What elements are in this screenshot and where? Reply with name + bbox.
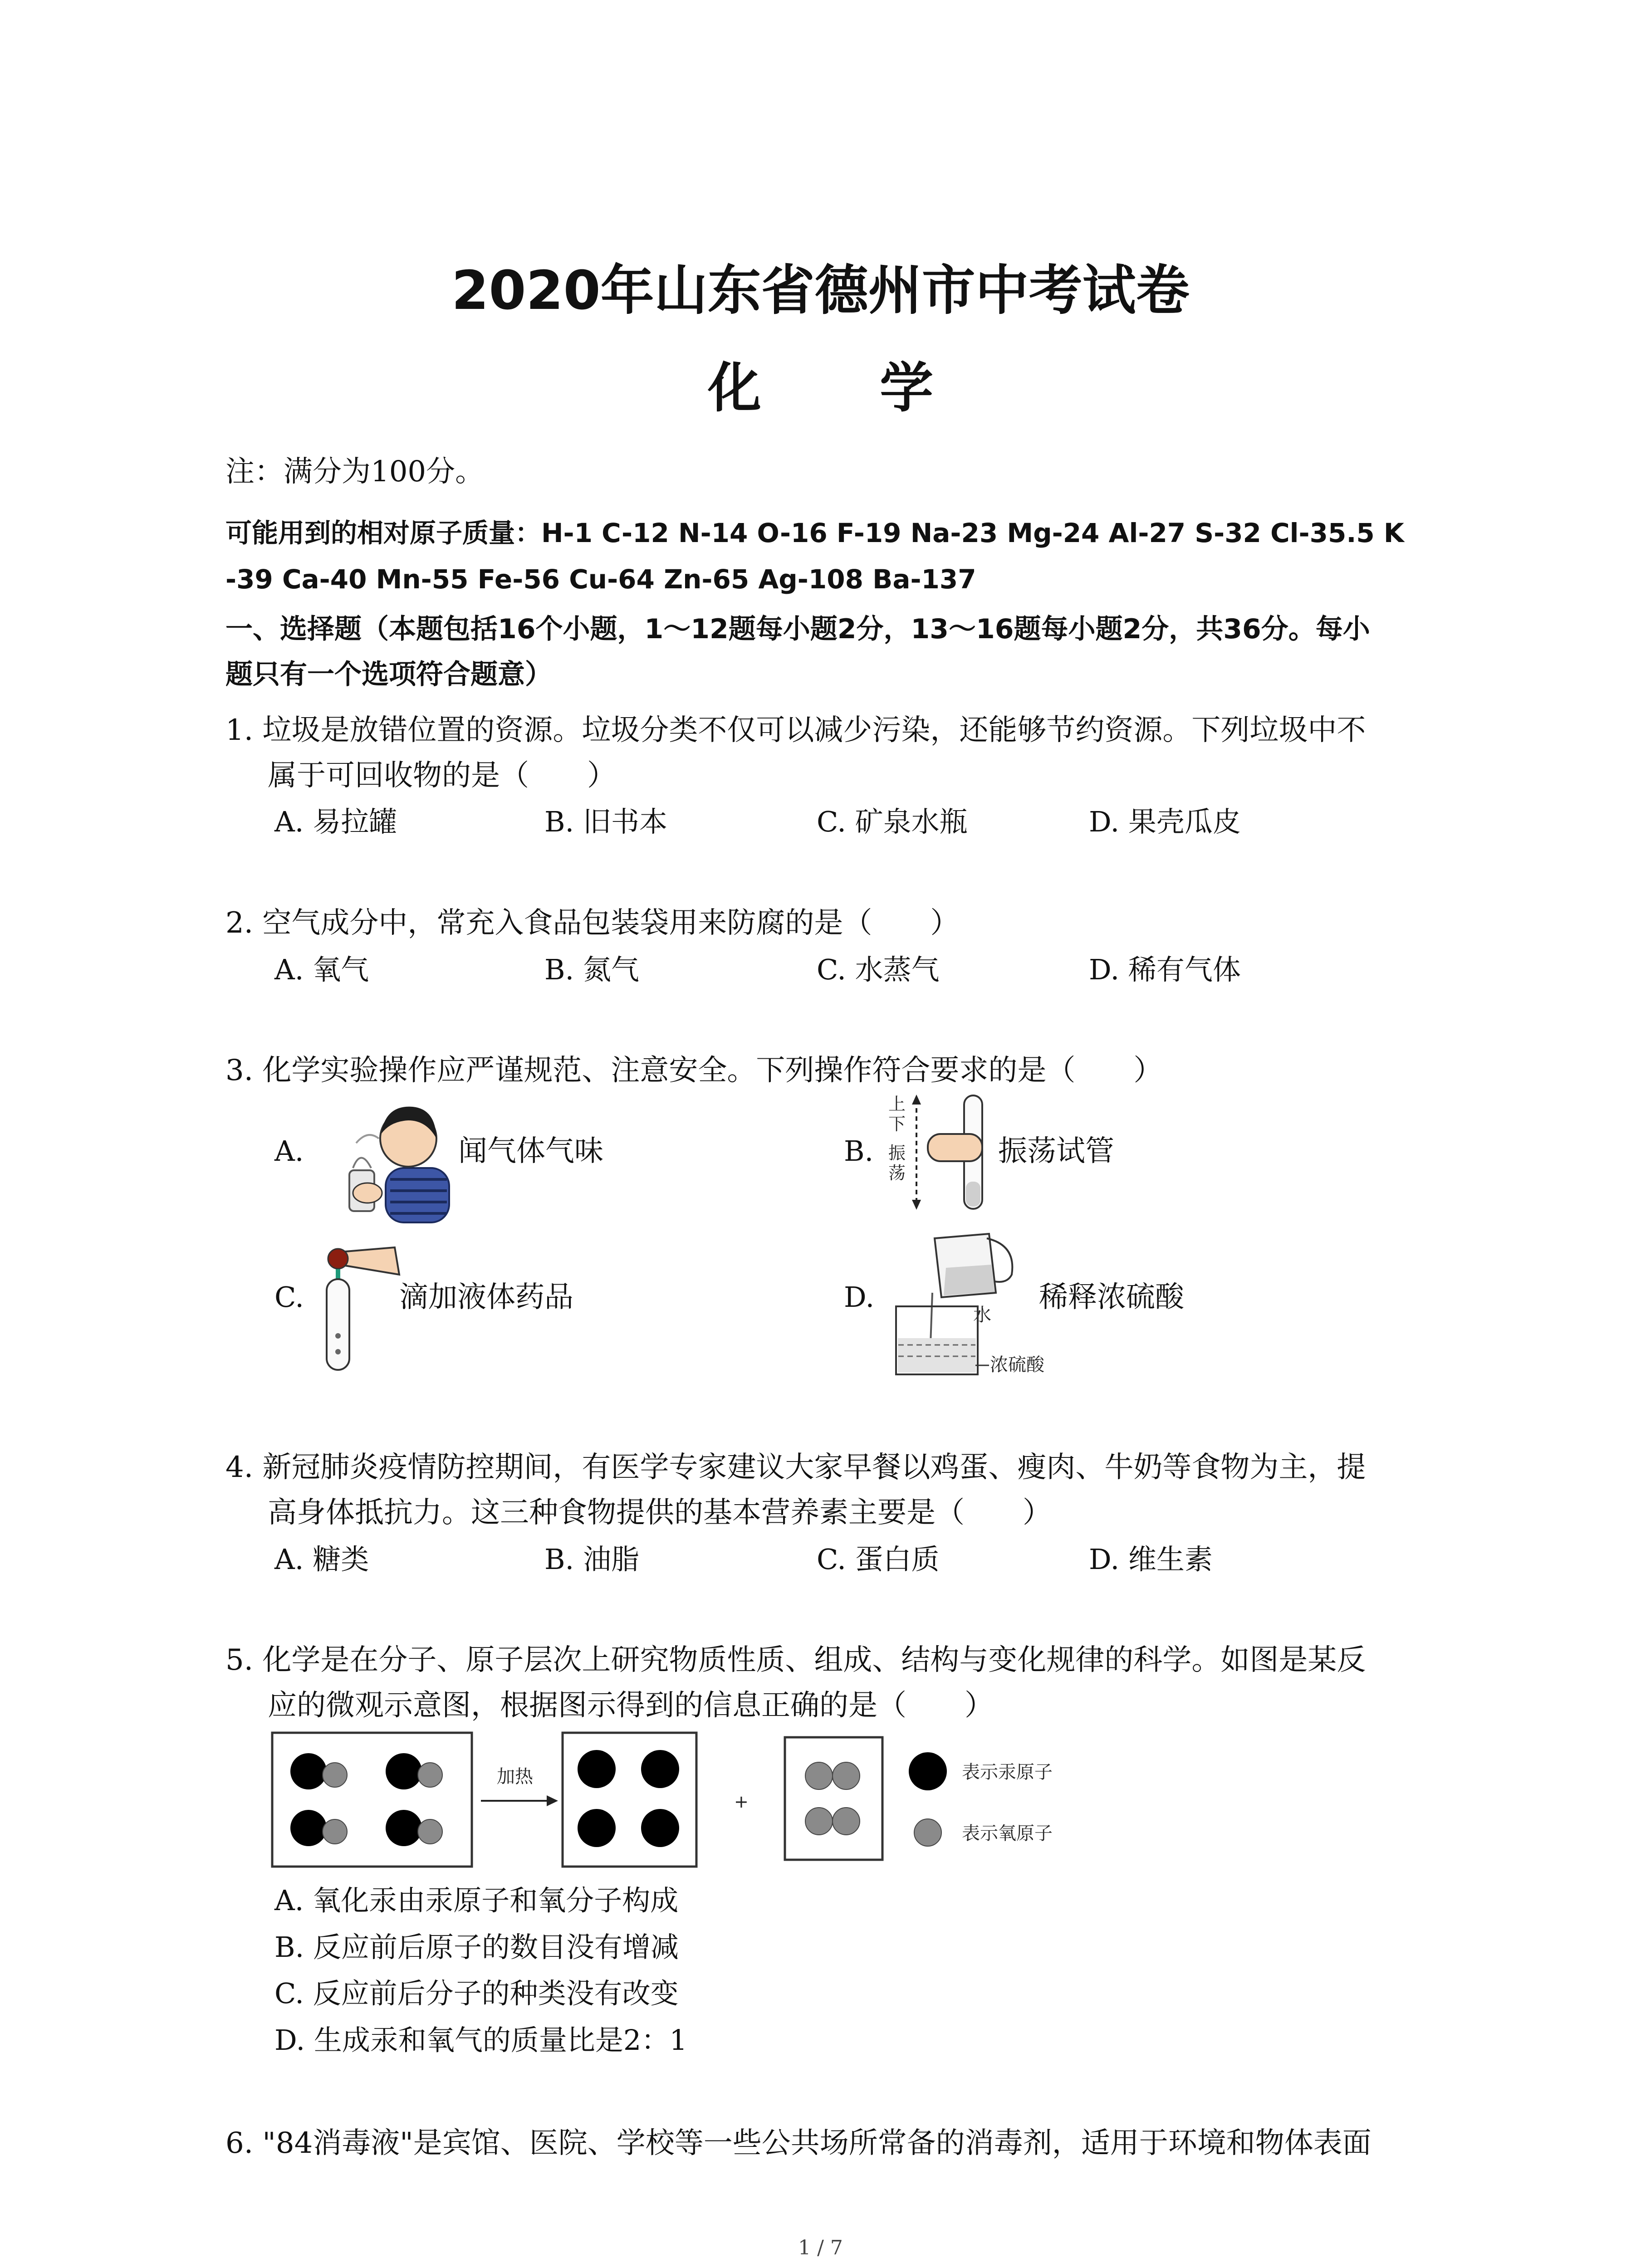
q5-stem-line-1: 5. 化学是在分子、原子层次上研究物质性质、组成、结构与变化规律的科学。如图是某反	[225, 1643, 1366, 1677]
q1-option-d: D. 果壳瓜皮	[1089, 805, 1241, 838]
exam-title: 2020年山东省德州市中考试卷	[451, 259, 1190, 322]
q3-caption-a: 闻气体气味	[458, 1134, 603, 1168]
mercury-atom	[641, 1809, 679, 1847]
q2-option-c: C. 水蒸气	[817, 953, 940, 986]
score-note: 注：满分为100分。	[225, 455, 485, 489]
q3-letter-c: C.	[274, 1281, 304, 1314]
fig-b-label-3: 振	[888, 1143, 906, 1163]
q3-caption-d: 稀释浓硫酸	[1039, 1281, 1184, 1314]
subject-title: 化 学	[707, 357, 984, 419]
q4-stem-line-2: 高身体抵抗力。这三种食物提供的基本营养素主要是（ ）	[268, 1496, 1052, 1530]
page-number: 1 / 7	[798, 2236, 843, 2259]
q4-stem-line-1: 4. 新冠肺炎疫情防控期间，有医学专家建议大家早餐以鸡蛋、瘦肉、牛奶等食物为主，提	[225, 1451, 1366, 1484]
product-box-mercury	[563, 1733, 696, 1867]
q5-option-a: A. 氧化汞由汞原子和氧分子构成	[274, 1884, 679, 1917]
mercury-atom	[641, 1750, 679, 1788]
q1-option-a: A. 易拉罐	[274, 805, 397, 838]
atomic-mass-line-2: -39 Ca-40 Mn-55 Fe-56 Cu-64 Zn-65 Ag-108 Ba-137	[225, 564, 976, 595]
mercury-atom	[386, 1810, 422, 1846]
fig-d-water-label: 水	[973, 1305, 991, 1325]
plus-sign: +	[734, 1792, 749, 1812]
product-box-oxygen	[785, 1737, 882, 1860]
q1-stem-line-2: 属于可回收物的是（ ）	[268, 759, 616, 792]
q2-option-b: B. 氮气	[544, 953, 639, 986]
q2-stem-line-1: 2. 空气成分中，常充入食品包装袋用来防腐的是（ ）	[225, 906, 960, 940]
q1-stem-line-1: 1. 垃圾是放错位置的资源。垃圾分类不仅可以减少污染，还能够节约资源。下列垃圾中不	[225, 714, 1366, 747]
fig-b-label-1: 上	[888, 1094, 906, 1114]
legend-oxygen-label: 表示氧原子	[962, 1823, 1053, 1844]
legend-oxygen-icon	[914, 1819, 941, 1846]
arrow-label: 加热	[497, 1766, 533, 1787]
oxygen-atom	[805, 1808, 833, 1835]
q5-option-b: B. 反应前后原子的数目没有增减	[274, 1931, 679, 1964]
smell-gas-figure	[318, 1089, 454, 1225]
oxygen-atom	[833, 1762, 860, 1789]
oxygen-atom	[418, 1819, 442, 1844]
q4-option-b: B. 油脂	[544, 1543, 639, 1576]
q1-option-c: C. 矿泉水瓶	[817, 805, 968, 838]
q6-stem-line-1: 6. "84消毒液"是宾馆、医院、学校等一些公共场所常备的消毒剂，适用于环境和物体表面	[225, 2126, 1372, 2160]
fig-b-label-4: 荡	[888, 1163, 906, 1183]
q1-option-b: B. 旧书本	[544, 805, 667, 838]
q3-letter-d: D.	[844, 1281, 875, 1314]
mercury-atom	[290, 1810, 327, 1846]
q4-option-a: A. 糖类	[274, 1543, 369, 1576]
mercury-atom	[290, 1753, 327, 1789]
q2-option-a: A. 氧气	[274, 953, 369, 986]
q3-letter-a: A.	[274, 1134, 304, 1168]
dropper-figure	[313, 1234, 404, 1374]
legend-mercury-icon	[909, 1752, 947, 1790]
reactant-box	[272, 1733, 472, 1867]
mercury-atom	[578, 1750, 616, 1788]
oxygen-atom	[323, 1819, 347, 1844]
q2-option-d: D. 稀有气体	[1089, 953, 1241, 986]
q5-option-d: D. 生成汞和氧气的质量比是2：1	[274, 2024, 687, 2057]
mercury-atom	[386, 1753, 422, 1789]
q3-letter-b: B.	[844, 1134, 874, 1168]
oxygen-atom	[418, 1763, 442, 1787]
oxygen-atom	[805, 1762, 833, 1789]
reaction-diagram	[268, 1728, 1112, 1873]
q4-option-d: D. 维生素	[1089, 1543, 1213, 1576]
section-heading-line-2: 题只有一个选项符合题意）	[225, 659, 552, 690]
oxygen-atom	[323, 1763, 347, 1787]
oxygen-atom	[833, 1808, 860, 1835]
q5-option-c: C. 反应前后分子的种类没有改变	[274, 1977, 679, 2010]
shake-test-tube-figure	[885, 1091, 1003, 1227]
q4-option-c: C. 蛋白质	[817, 1543, 940, 1576]
legend-mercury-label: 表示汞原子	[962, 1762, 1053, 1783]
mercury-atom	[578, 1809, 616, 1847]
fig-d-acid-label: 浓硫酸	[990, 1354, 1044, 1375]
q3-stem-line-1: 3. 化学实验操作应严谨规范、注意安全。下列操作符合要求的是（ ）	[225, 1054, 1163, 1087]
section-heading-line-1: 一、选择题（本题包括16个小题，1～12题每小题2分，13～16题每小题2分，共36分。每小	[225, 613, 1370, 645]
fig-b-label-2: 下	[888, 1114, 906, 1134]
q5-stem-line-2: 应的微观示意图，根据图示得到的信息正确的是（ ）	[268, 1689, 994, 1722]
q3-caption-b: 振荡试管	[998, 1134, 1114, 1168]
atomic-mass-line-1: 可能用到的相对原子质量：H-1 C-12 N-14 O-16 F-19 Na-23 Mg-24 Al-27 S-32 Cl-35.5 K	[225, 518, 1404, 548]
q3-caption-c: 滴加液体药品	[399, 1281, 573, 1314]
